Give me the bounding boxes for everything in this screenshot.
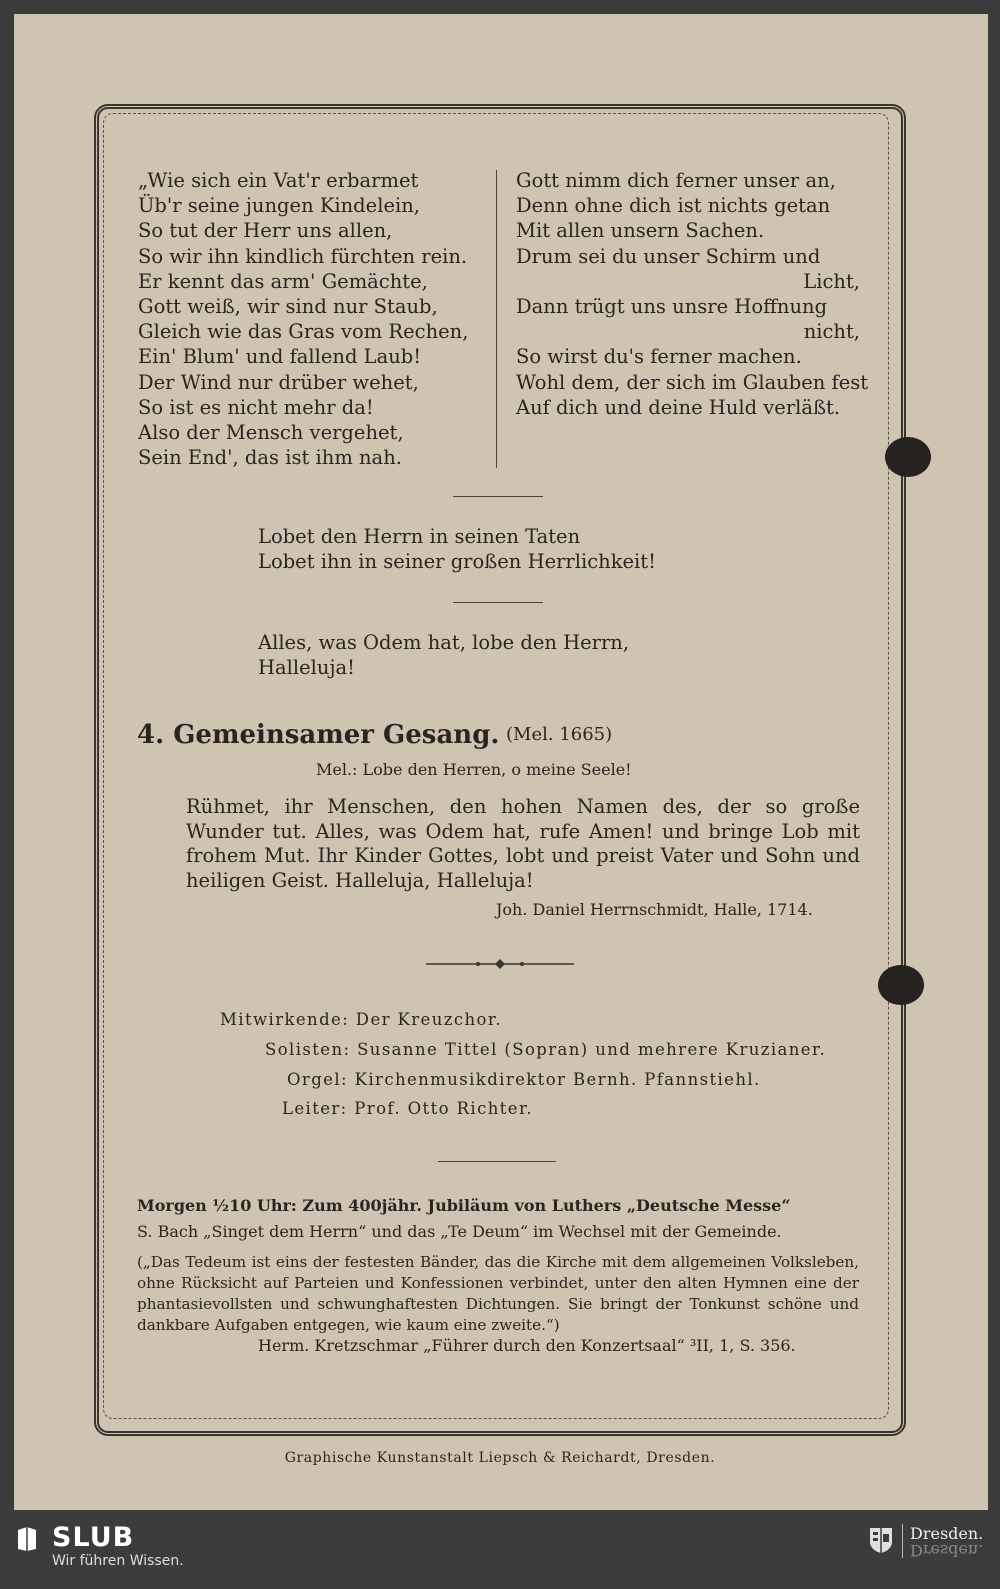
section-melody-number: (Mel. 1665): [506, 724, 613, 745]
verse-line: So tut der Herr uns allen,: [138, 219, 393, 243]
printer-imprint: Graphische Kunstanstalt Liepsch & Reichardt, Dresden.: [284, 1450, 716, 1466]
praise-block-2: [258, 630, 629, 680]
city-wordmark[interactable]: Dresden.: [910, 1524, 984, 1543]
verse-line: So ist es nicht mehr da!: [138, 395, 374, 419]
verse-line: Gott nimm dich ferner unser an,: [516, 169, 836, 192]
verse-line: Gott weiß, wir sind nur Staub,: [138, 295, 438, 319]
verse-line: Drum sei du unser Schirm und: [516, 244, 821, 268]
verse-line: So wirst du's ferner machen.: [516, 345, 802, 369]
praise-line: Lobet den Herrn in seinen Taten: [258, 525, 581, 548]
verse-line: Licht,: [803, 269, 860, 293]
verse-line: Denn ohne dich ist nichts getan: [516, 194, 831, 218]
footer-separator: [902, 1524, 903, 1558]
library-tagline: Wir führen Wissen.: [52, 1553, 184, 1569]
verse-line: Dann trügt uns unsre Hoffnung: [516, 295, 828, 319]
quote-citation: Herm. Kretzschmar „Führer durch den Konzertsaal“ ³II, 1, S. 356.: [258, 1336, 796, 1355]
praise-line: Halleluja!: [258, 656, 355, 679]
punch-hole: [878, 965, 924, 1005]
credits-soloists: Solisten: Susanne Tittel (Sopran) und mehrere Kruzianer.: [265, 1040, 827, 1059]
verse-line: Sein End', das ist ihm nah.: [138, 446, 402, 470]
credits-performers: Mitwirkende: Der Kreuzchor.: [220, 1010, 502, 1029]
hymn-text: Rühmet, ihr Menschen, den hohen Namen des, der so große Wunder tut. Alles, was Odem hat, rufe Amen! und bringe Lob mit frohem Mut. Ihr Kinder Gottes, lobt und preist Vater und Sohn und heiligen Geist. Halleluja, Halleluja!: [186, 795, 860, 892]
quote-text: („Das Tedeum ist eins der festesten Bänder, das die Kirche mit dem allgemeinen Volksleben, ohne Rücksicht auf Parteien und Konfessionen verbindet, unter den alten Hymnen eine der phantasievollsten und schwunghaftesten Dichtungen. Sie bringt der Tonkunst schöne und dankbare Aufgaben entgegen, wie kaum eine zweite.“): [137, 1253, 859, 1334]
column-divider: [496, 170, 497, 468]
ornament-divider: [426, 954, 574, 974]
verse-line: Der Wind nur drüber wehet,: [138, 370, 419, 394]
verse-line: So wir ihn kindlich fürchten rein.: [138, 244, 468, 268]
verse-line: Mit allen unsern Sachen.: [516, 219, 765, 243]
city-wordmark-reflection: Dresden.: [910, 1541, 984, 1560]
hymn-author: Joh. Daniel Herrnschmidt, Halle, 1714.: [496, 900, 813, 919]
verse-line: Ein' Blum' und fallend Laub!: [138, 345, 422, 369]
city-crest-icon: [868, 1526, 894, 1554]
verse-line: Üb'r seine jungen Kindelein,: [138, 194, 420, 218]
verse-line: „Wie sich ein Vat'r erbarmet: [138, 169, 419, 192]
verse-line: Gleich wie das Gras vom Rechen,: [138, 320, 469, 344]
verse-right-column: [516, 168, 869, 420]
separator-rule: [453, 496, 543, 497]
library-brand[interactable]: SLUB: [52, 1522, 135, 1553]
credits-organ: Orgel: Kirchenmusikdirektor Bernh. Pfannstiehl.: [287, 1070, 761, 1089]
verse-line: Wohl dem, der sich im Glauben fest: [516, 370, 869, 394]
credits-conductor: Leiter: Prof. Otto Richter.: [282, 1099, 534, 1118]
separator-rule: [438, 1161, 556, 1162]
announcement-line-2: S. Bach „Singet dem Herrn“ und das „Te Deum“ im Wechsel mit der Gemeinde.: [137, 1222, 782, 1241]
verse-line: Er kennt das arm' Gemächte,: [138, 269, 428, 293]
verse-line: nicht,: [803, 320, 860, 344]
praise-block-1: [258, 524, 656, 574]
praise-line: Lobet ihn in seiner großen Herrlichkeit!: [258, 550, 656, 573]
slub-logo-icon: [16, 1526, 38, 1552]
praise-line: Alles, was Odem hat, lobe den Herrn,: [258, 631, 630, 654]
melody-note: Mel.: Lobe den Herren, o meine Seele!: [316, 760, 632, 779]
verse-line: Also der Mensch vergehet,: [138, 421, 404, 445]
verse-left-column: [138, 168, 488, 470]
punch-hole: [885, 437, 931, 477]
verse-line: Auf dich und deine Huld verläßt.: [516, 395, 841, 419]
announcement-line-1: Morgen ½10 Uhr: Zum 400jähr. Jubiläum von Luthers „Deutsche Messe“: [137, 1196, 791, 1215]
separator-rule: [453, 602, 543, 603]
section-title: 4. Gemeinsamer Gesang.: [137, 720, 500, 750]
